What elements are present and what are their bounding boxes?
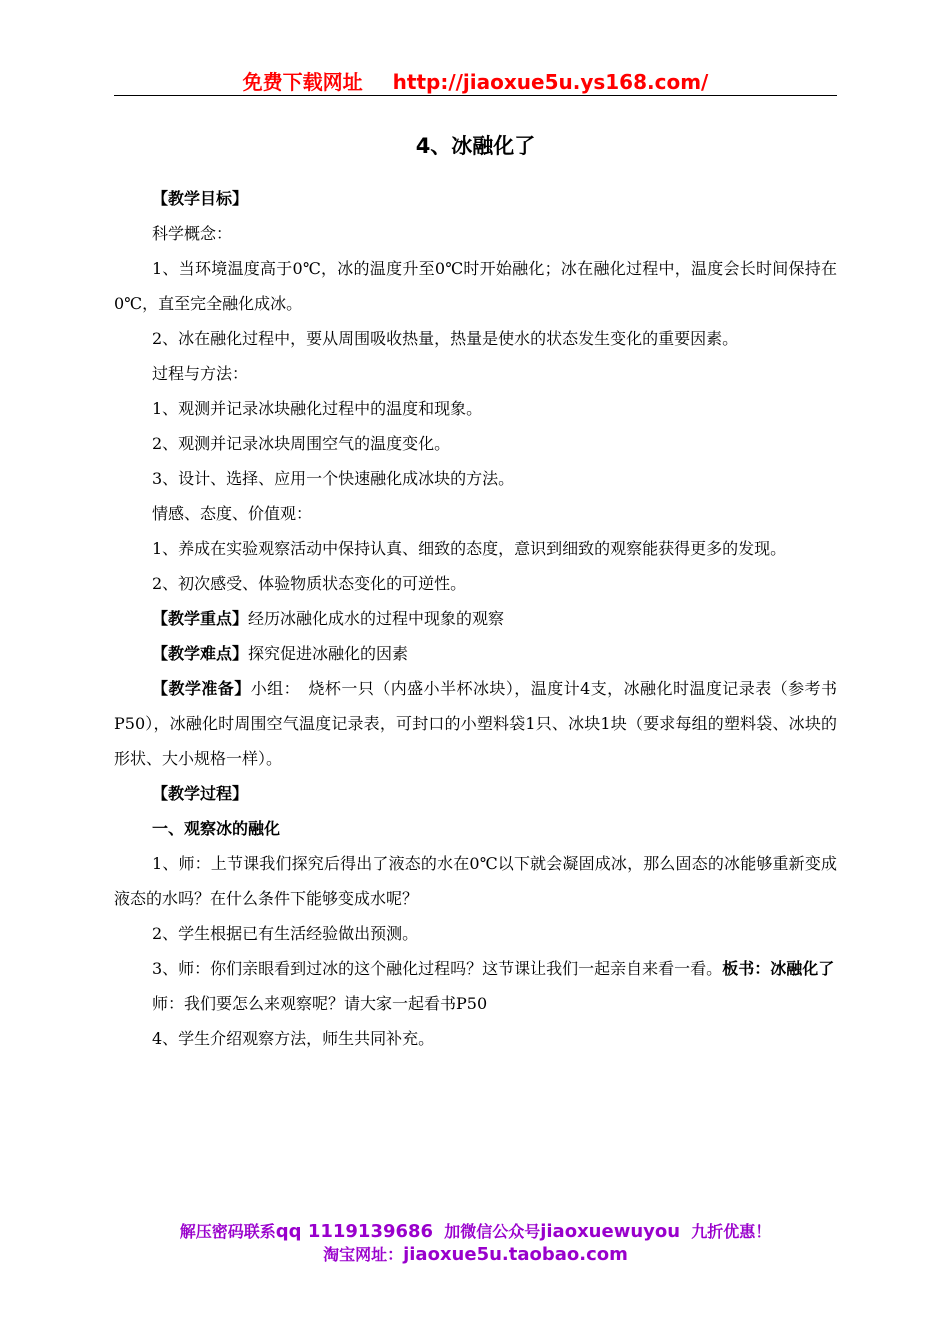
- concept-item-1: 1、当环境温度高于0℃，冰的温度升至0℃时开始融化；冰在融化过程中，温度会长时间保持在0℃，直至完全融化成冰。: [114, 259, 837, 313]
- key-point-paragraph: [114, 601, 837, 636]
- footer-line-1: [114, 1220, 837, 1243]
- page-footer: [114, 1220, 837, 1266]
- process-step-3-paragraph: [114, 951, 837, 986]
- footer-contact-text: 解压密码联系: [179, 1222, 276, 1241]
- page-title: 4、冰融化了: [415, 134, 536, 158]
- header-label: 免费下载网址: [242, 70, 363, 94]
- teacher-line: 师：我们要怎么来观察呢？请大家一起看书P50: [152, 994, 488, 1013]
- process-heading: 【教学过程】: [152, 784, 249, 803]
- board-writing: 板书：冰融化了: [722, 959, 835, 978]
- concept-label: 科学概念：: [152, 224, 233, 243]
- footer-taobao-label: 淘宝网址：: [323, 1245, 404, 1264]
- process-method-item-3: 3、设计、选择、应用一个快速融化成冰块的方法。: [152, 469, 515, 488]
- header-divider: [114, 95, 837, 96]
- footer-taobao-link[interactable]: jiaoxue5u.taobao.com: [403, 1244, 628, 1265]
- process-method-item-2: 2、观测并记录冰块周围空气的温度变化。: [152, 434, 451, 453]
- objectives-heading: 【教学目标】: [152, 189, 249, 208]
- process-step-2: 2、学生根据已有生活经验做出预测。: [152, 924, 419, 943]
- header-url-link[interactable]: http://jiaoxue5u.ys168.com/: [392, 70, 709, 94]
- attitude-item-2: 2、初次感受、体验物质状态变化的可逆性。: [152, 574, 467, 593]
- preparation-paragraph: [114, 671, 837, 776]
- process-step-4: 4、学生介绍观察方法，师生共同补充。: [152, 1029, 435, 1048]
- process-method-label: 过程与方法：: [152, 364, 249, 383]
- key-point-label: 【教学重点】: [152, 609, 249, 628]
- preparation-label: 【教学准备】: [152, 679, 251, 698]
- process-method-item-1: 1、观测并记录冰块融化过程中的温度和现象。: [152, 399, 483, 418]
- concept-item-2: 2、冰在融化过程中，要从周围吸收热量，热量是使水的状态发生变化的重要因素。: [152, 329, 739, 348]
- difficulty-label: 【教学难点】: [152, 644, 249, 663]
- site-header: [114, 66, 837, 94]
- key-point-text: 经历冰融化成水的过程中现象的观察: [248, 609, 505, 628]
- footer-qq: qq 1119139686: [275, 1221, 434, 1242]
- attitude-item-1: 1、养成在实验观察活动中保持认真、细致的态度，意识到细致的观察能获得更多的发现。: [152, 539, 787, 558]
- footer-discount: 九折优惠！: [691, 1222, 772, 1241]
- difficulty-text: 探究促进冰融化的因素: [248, 644, 409, 663]
- process-step-3: 3、师：你们亲眼看到过冰的这个融化过程吗？这节课让我们一起亲自来看一看。: [152, 959, 723, 978]
- difficulty-paragraph: [114, 636, 837, 671]
- process-step-1: 1、师：上节课我们探究后得出了液态的水在0℃以下就会凝固成冰，那么固态的冰能够重新变成液态的水吗？在什么条件下能够变成水呢？: [114, 854, 837, 908]
- footer-line-2: [114, 1243, 837, 1266]
- attitude-label: 情感、态度、价值观：: [152, 504, 313, 523]
- lesson-content: [114, 181, 837, 1056]
- section-heading-observe: 一、观察冰的融化: [152, 819, 281, 838]
- footer-wechat-id: jiaoxuewuyou: [540, 1221, 681, 1242]
- footer-wechat-text: 加微信公众号: [444, 1222, 541, 1241]
- preparation-text: 小组： 烧杯一只（内盛小半杯冰块），温度计4支，冰融化时温度记录表（参考书P50），冰融化时周围空气温度记录表，可封口的小塑料袋1只、冰块1块（要求每组的塑料袋、冰块的形状、大小规格一样）。: [114, 679, 837, 768]
